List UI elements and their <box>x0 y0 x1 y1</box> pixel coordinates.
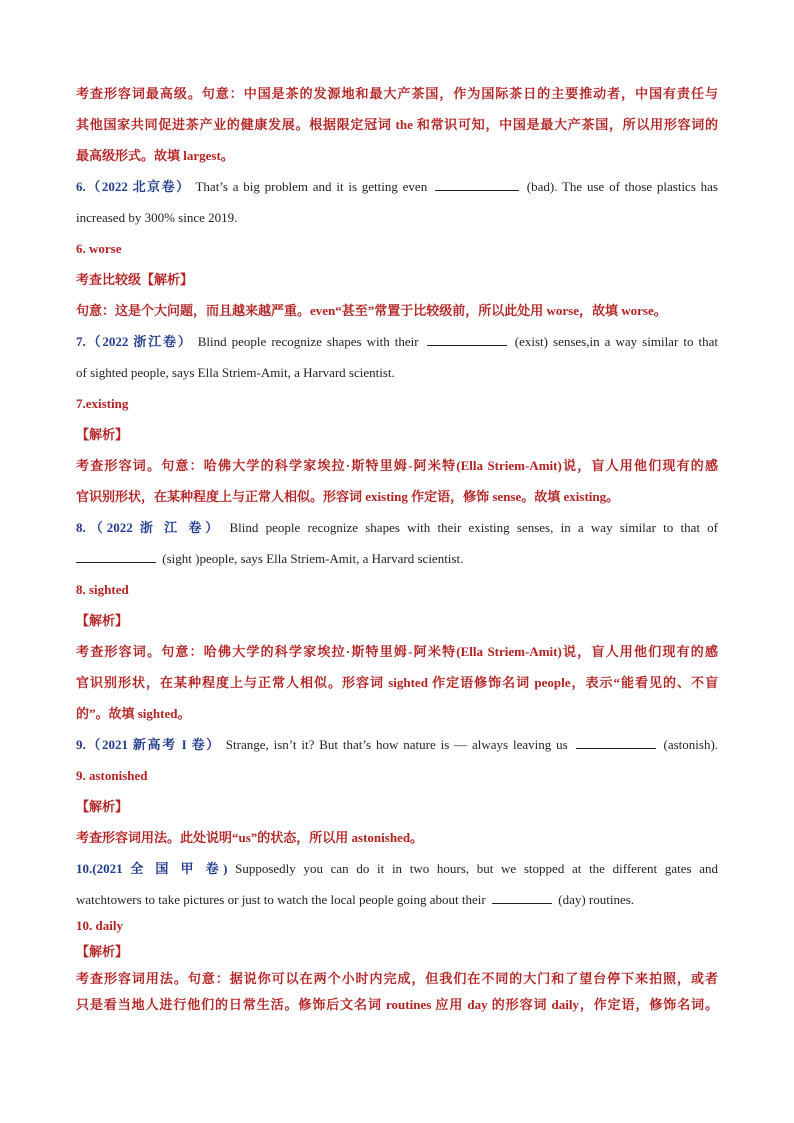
answer-blank[interactable] <box>435 178 519 191</box>
analysis-8-line-3: 的”。故填 sighted。 <box>76 706 191 721</box>
question-text: Strange, isn’t it? But that’s how nature is — always leaving us <box>225 737 568 752</box>
question-8-cont <box>76 543 718 574</box>
analysis-7-tag: 【解析】 <box>76 427 129 442</box>
answer-blank[interactable] <box>576 736 656 749</box>
question-8 <box>76 512 718 543</box>
question-text: Blind people recognize shapes with their <box>197 334 419 349</box>
question-number: 7.（ <box>76 334 103 349</box>
analysis-10-line-1: 考查形容词用法。句意：据说你可以在两个小时内完成，但我们在不同的大门和了望台停下来拍照，或者 <box>76 971 718 986</box>
question-text: (astonish). <box>663 737 719 752</box>
question-text: (bad). The use of those plastics has <box>526 179 718 194</box>
question-number: 9.（ <box>76 737 103 752</box>
analysis-10-line-2: 只是看当地人进行他们的日常生活。修饰后文名词 routines 应用 day 的形容词 daily，作定语，修饰名词。 <box>76 997 718 1012</box>
question-text: (exist) senses,in a way similar to that <box>514 334 718 349</box>
question-9 <box>76 729 718 760</box>
answer-blank[interactable] <box>492 891 552 904</box>
analysis-6: 句意：这是个大问题，而且越来越严重。even“甚至”常置于比较级前，所以此处用 worse，故填 worse。 <box>76 303 667 318</box>
question-text: That’s a big problem and it is getting even <box>195 179 428 194</box>
question-number: 8.（ <box>76 520 107 535</box>
analysis-8-tag: 【解析】 <box>76 613 129 628</box>
question-source-close: ) <box>223 861 228 876</box>
answer-9: 9. astonished <box>76 768 148 783</box>
answer-blank[interactable] <box>76 550 156 563</box>
answer-blank[interactable] <box>427 333 507 346</box>
question-text: (sight )people, says Ella Striem-Amit, a Harvard scientist. <box>162 551 464 566</box>
analysis-10-tag: 【解析】 <box>76 944 129 959</box>
question-text: Supposedly you can do it in two hours, but we stopped at the different gates and <box>235 861 718 876</box>
question-source-close: ） <box>206 737 221 752</box>
question-10 <box>76 853 718 884</box>
question-text: Blind people recognize shapes with their existing senses, in a way similar to that of <box>229 520 718 535</box>
analysis-8-line-1: 考查形容词。句意：哈佛大学的科学家埃拉·斯特里姆-阿米特(Ella Striem-Amit)说，盲人用他们现有的感 <box>76 644 718 659</box>
intro-analysis-line-3: 最高级形式。故填 largest。 <box>76 148 234 163</box>
question-source: 2022 北京卷 <box>101 179 177 194</box>
analysis-7-line-2: 官识别形状，在某种程度上与正常人相似。形容词 existing 作定语，修饰 sense。故填 existing。 <box>76 489 620 504</box>
analysis-8-line-2: 官识别形状，在某种程度上与正常人相似。形容词 sighted 作定语修饰名词 people，表示“能看见的、不盲 <box>76 675 718 690</box>
question-7 <box>76 326 718 357</box>
intro-analysis-line-1: 考查形容词最高级。句意：中国是茶的发源地和最大产茶国，作为国际茶日的主要推动者，中国有责任与 <box>76 86 718 101</box>
analysis-6-head: 考查比较级【解析】 <box>76 272 194 287</box>
question-text: watchtowers to take pictures or just to watch the local people going about their <box>76 892 486 907</box>
question-text: (day) routines. <box>558 892 635 907</box>
question-source: 2021 新高考 I 卷 <box>102 737 207 752</box>
question-source-close: ） <box>205 520 223 535</box>
question-source-close: ） <box>177 334 193 349</box>
question-10-cont <box>76 884 718 915</box>
answer-6: 6. worse <box>76 241 122 256</box>
question-source-close: ） <box>176 179 191 194</box>
question-number: 10.( <box>76 861 97 876</box>
question-number: 6.（ <box>76 179 102 194</box>
question-source: 2022 浙江卷 <box>102 334 178 349</box>
document-page <box>76 78 718 1019</box>
intro-analysis-line-2: 其他国家共同促进茶产业的健康发展。根据限定冠词 the 和常识可知，中国是最大产茶国，所以用形容词的 <box>76 117 718 132</box>
question-source: 2022 浙 江 卷 <box>106 520 206 535</box>
question-6 <box>76 171 718 202</box>
question-6-cont: increased by 300% since 2019. <box>76 210 238 225</box>
answer-7: 7.existing <box>76 396 129 411</box>
question-7-cont: of sighted people, says Ella Striem-Amit, a Harvard scientist. <box>76 365 395 380</box>
answer-10: 10. daily <box>76 918 123 933</box>
question-source: 2021 全 国 甲 卷 <box>96 861 224 876</box>
answer-8: 8. sighted <box>76 582 129 597</box>
analysis-9-tag: 【解析】 <box>76 799 129 814</box>
analysis-7-line-1: 考查形容词。句意：哈佛大学的科学家埃拉·斯特里姆-阿米特(Ella Striem-Amit)说，盲人用他们现有的感 <box>76 458 718 473</box>
analysis-9-line-1: 考查形容词用法。此处说明“us”的状态，所以用 astonished。 <box>76 830 424 845</box>
